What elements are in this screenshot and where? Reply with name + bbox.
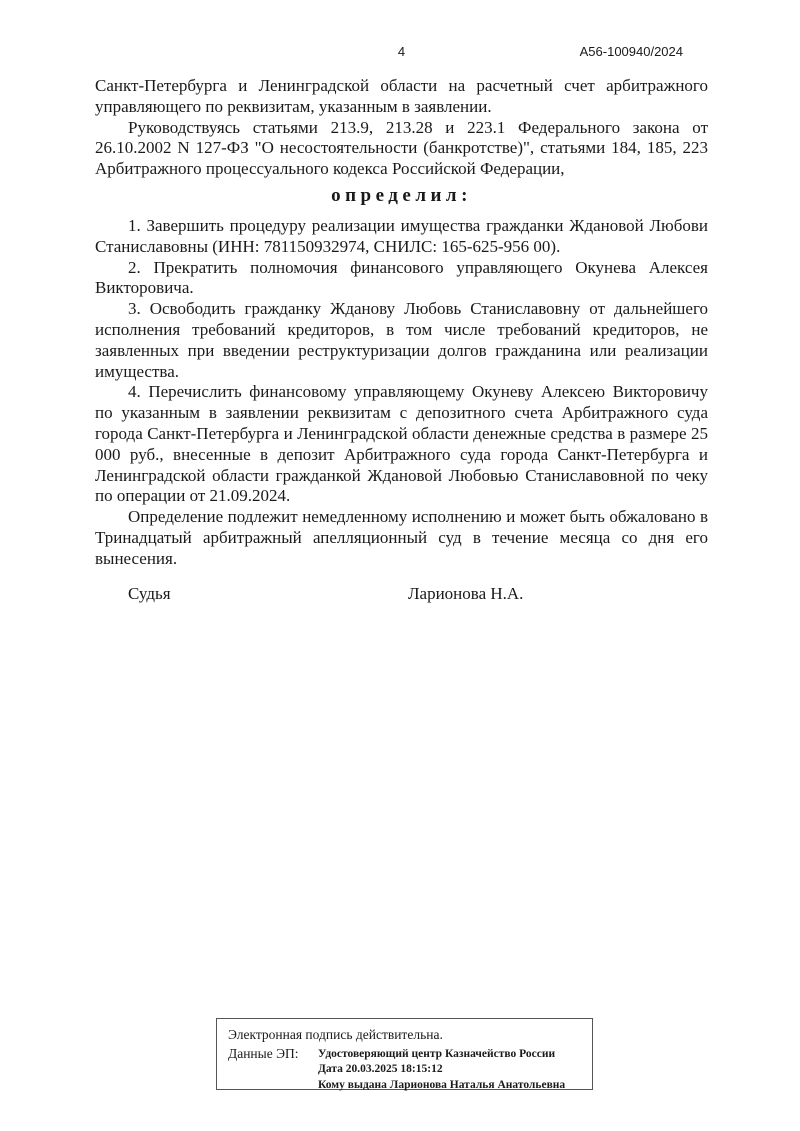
stamp-data-label: Данные ЭП:	[228, 1046, 299, 1061]
page-header	[95, 44, 708, 60]
resolution-item-4: 4. Перечислить финансовому управляющему Окуневу Алексею Викторовичу по указанным в заявлении реквизитам с депозитного счета Арбитражного суда города Санкт-Петербурга и Ленинградской области денежные средства в размере 25 000 руб., внесенные в депозит Арбитражного суда города Санкт-Петербурга и Ленинградской области гражданкой Ждановой Любовью Станиславовной по чеку по операции от 21.09.2024.	[95, 382, 708, 506]
resolution-heading: определил:	[331, 184, 472, 206]
stamp-validity-line: Электронная подпись действительна.	[228, 1027, 443, 1042]
case-number: А56-100940/2024	[579, 44, 683, 59]
electronic-signature-stamp	[216, 1018, 593, 1090]
judge-name: Ларионова Н.А.	[408, 583, 524, 603]
resolution-item-3: 3. Освободить гражданку Жданову Любовь Станиславовну от дальнейшего исполнения требований кредиторов, в том числе требований кредиторов, не заявленных при введении реструктуризации долгов гражданина или реализации имущества.	[95, 299, 708, 381]
signature-row	[95, 584, 708, 605]
stamp-details	[318, 1045, 565, 1093]
stamp-date: Дата 20.03.2025 18:15:12	[318, 1063, 443, 1076]
judge-label: Судья	[128, 583, 171, 603]
stamp-data-row	[228, 1045, 582, 1093]
document-body	[95, 76, 708, 605]
paragraph-continuation: Санкт-Петербурга и Ленинградской области на расчетный счет арбитражного управляющего по реквизитам, указанным в заявлении.	[95, 76, 708, 116]
paragraph-legal-basis: Руководствуясь статьями 213.9, 213.28 и 223.1 Федерального закона от 26.10.2002 N 127-ФЗ "О несостоятельности (банкротстве)", статьями 184, 185, 223 Арбитражного процессуального кодекса Российской Федерации,	[95, 117, 708, 179]
resolution-item-1: 1. Завершить процедуру реализации имущества гражданки Ждановой Любови Станиславовны (ИНН: 781150932974, СНИЛС: 165-625-956 00).	[95, 215, 708, 256]
closing-paragraph: Определение подлежит немедленному исполнению и может быть обжаловано в Тринадцатый арбитражный апелляционный суд в течение месяца со дня его вынесения.	[95, 507, 708, 568]
stamp-issued-to: Кому выдана Ларионова Наталья Анатольевна	[318, 1078, 566, 1091]
stamp-certification-center: Удостоверяющий центр Казначейство России	[318, 1048, 556, 1060]
resolution-item-2: 2. Прекратить полномочия финансового управляющего Окунева Алексея Викторовича.	[95, 257, 708, 298]
page-number: 4	[397, 44, 406, 59]
